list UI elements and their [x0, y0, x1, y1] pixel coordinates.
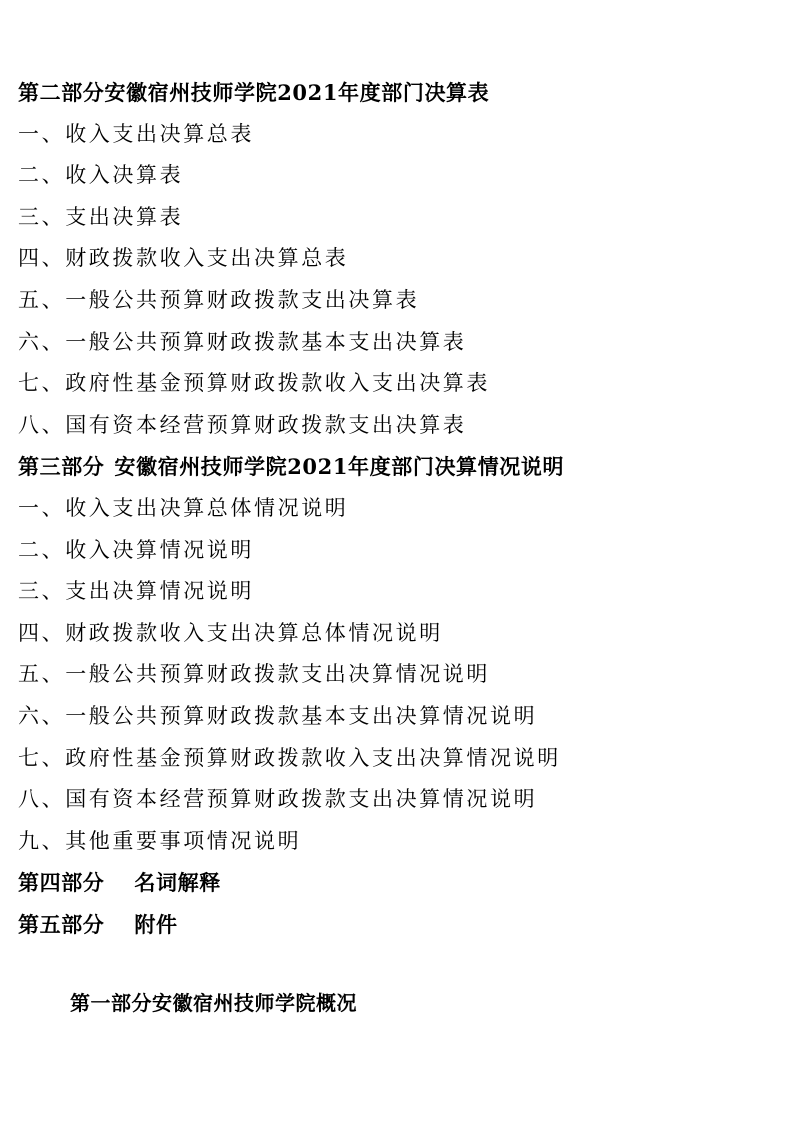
toc-item-part2-7: 七、政府性基金预算财政拨款收入支出决算表	[18, 371, 490, 396]
part3-heading-title: 安徽宿州技师学院2021年度部门决算情况说明	[114, 454, 565, 480]
toc-item-part3-3: 三、支出决算情况说明	[18, 579, 254, 604]
part2-heading: 第二部分安徽宿州技师学院2021年度部门决算表	[18, 80, 490, 105]
part5-title: 附件	[134, 911, 178, 937]
toc-item-part3-5: 五、一般公共预算财政拨款支出决算情况说明	[18, 662, 490, 687]
toc-item-part3-1: 一、收入支出决算总体情况说明	[18, 495, 349, 520]
part1-title: 第一部分安徽宿州技师学院概况	[70, 991, 357, 1015]
part4-title: 名词解释	[134, 870, 221, 896]
toc-item-part3-4: 四、财政拨款收入支出决算总体情况说明	[18, 620, 443, 645]
part3-heading	[18, 446, 778, 488]
toc-item-part3-7: 七、政府性基金预算财政拨款收入支出决算情况说明	[18, 745, 561, 770]
toc-item-part3-8: 八、国有资本经营预算财政拨款支出决算情况说明	[18, 787, 538, 812]
toc-item-part2-4: 四、财政拨款收入支出决算总表	[18, 246, 349, 271]
toc-item-part2-6: 六、一般公共预算财政拨款基本支出决算表	[18, 329, 467, 354]
toc-item-part2-5: 五、一般公共预算财政拨款支出决算表	[18, 287, 420, 312]
toc-item-part2-2: 二、收入决算表	[18, 163, 184, 188]
part4-heading	[18, 862, 778, 904]
toc-item-part3-9: 九、其他重要事项情况说明	[18, 828, 302, 853]
part5-heading	[18, 904, 778, 946]
toc-item-part2-8: 八、国有资本经营预算财政拨款支出决算表	[18, 412, 467, 437]
part5-label: 第五部分	[18, 911, 105, 937]
table-of-contents	[18, 72, 778, 945]
part3-heading-label: 第三部分	[18, 454, 105, 480]
toc-item-part2-1: 一、收入支出决算总表	[18, 121, 254, 146]
part4-label: 第四部分	[18, 870, 105, 896]
toc-item-part3-6: 六、一般公共预算财政拨款基本支出决算情况说明	[18, 703, 538, 728]
toc-item-part2-3: 三、支出决算表	[18, 204, 184, 229]
toc-item-part3-2: 二、收入决算情况说明	[18, 537, 254, 562]
